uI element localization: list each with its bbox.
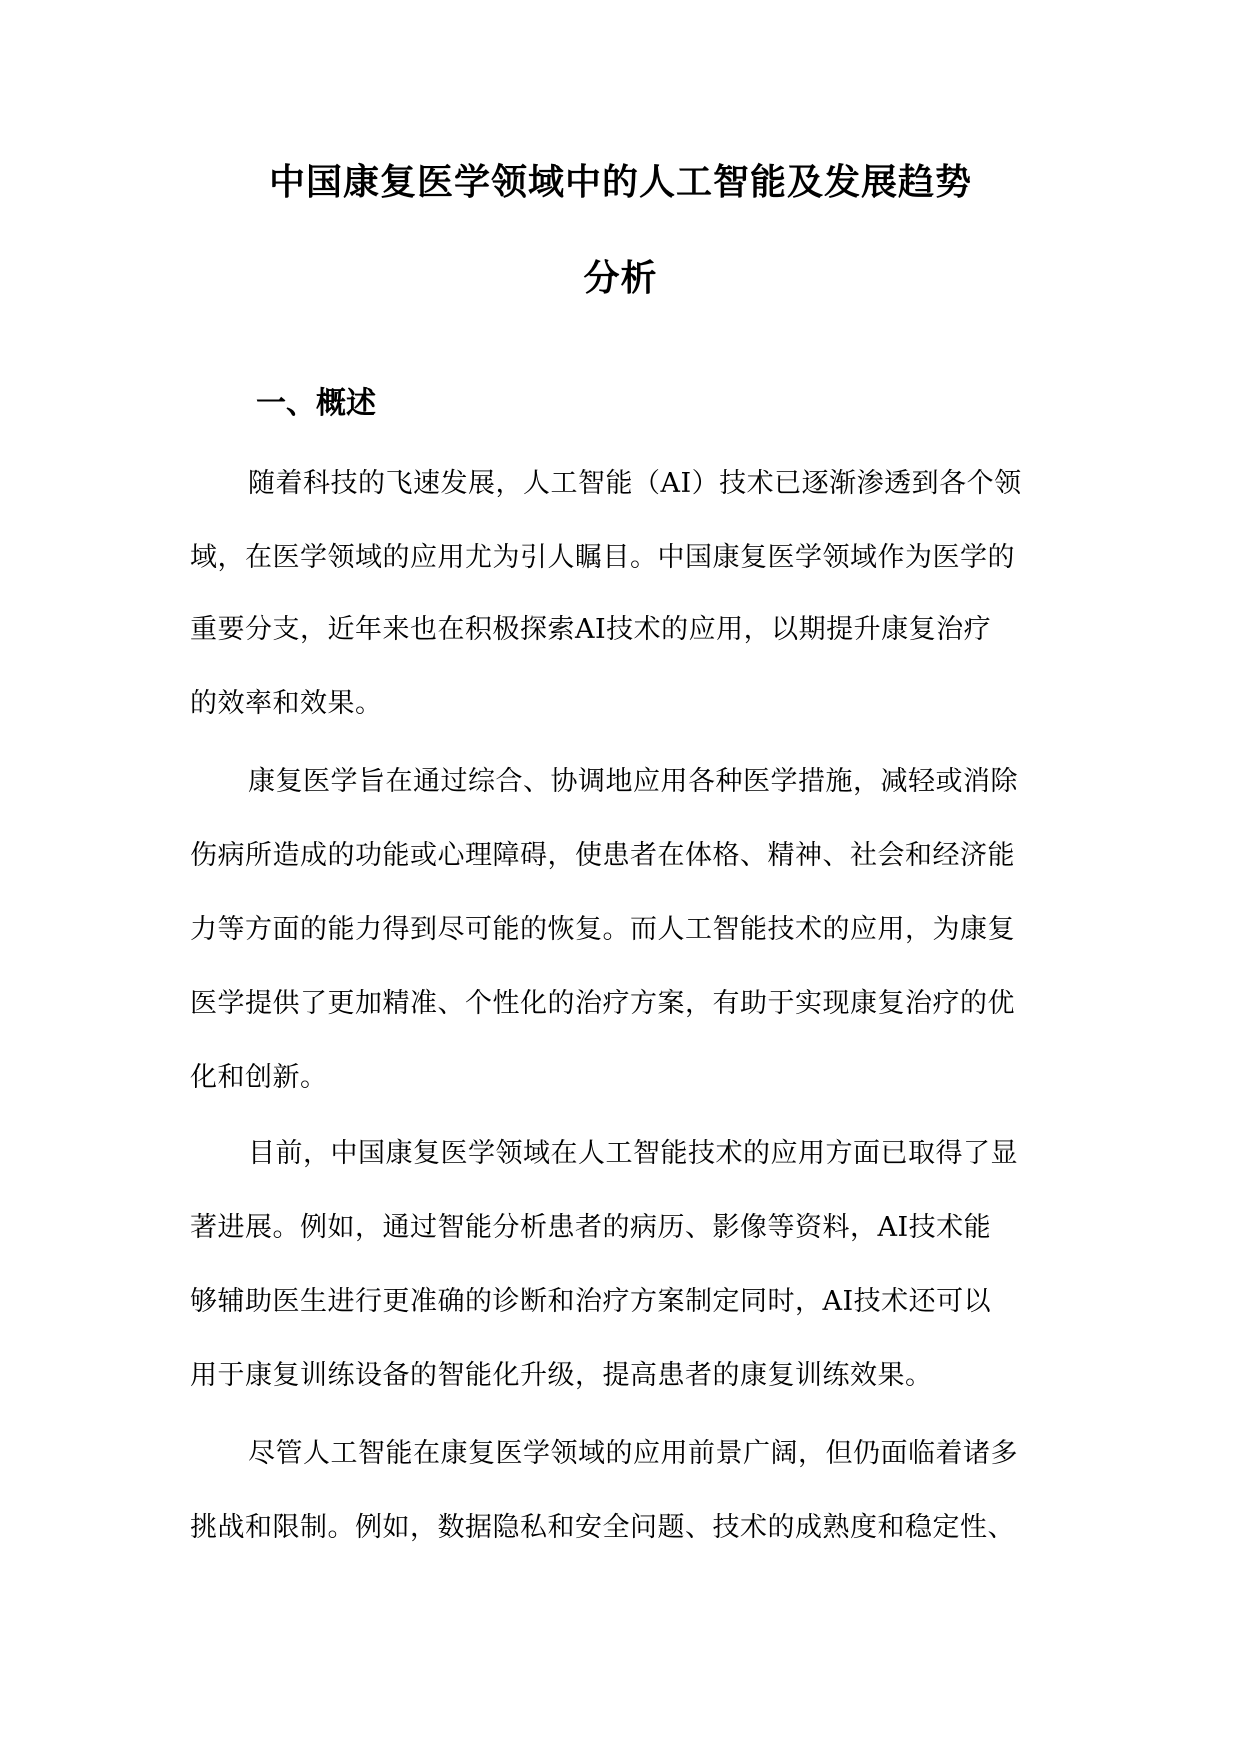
paragraph-3-line-4: 用于康复训练设备的智能化升级，提高患者的康复训练效果。 [190, 1360, 933, 1391]
paragraph-1-line-2: 域，在医学领域的应用尤为引人瞩目。中国康复医学领域作为医学的 [190, 542, 1015, 573]
paragraph-1-line-3: 重要分支，近年来也在积极探索AI技术的应用，以期提升康复治疗 [190, 614, 992, 645]
paragraph-3-line-2: 著进展。例如，通过智能分析患者的病历、影像等资料，AI技术能 [190, 1212, 992, 1243]
paragraph-2-line-1: 康复医学旨在通过综合、协调地应用各种医学措施，减轻或消除 [248, 766, 1018, 797]
paragraph-3-line-3: 够辅助医生进行更准确的诊断和治疗方案制定同时，AI技术还可以 [190, 1286, 992, 1317]
document-title-line-1: 中国康复医学领域中的人工智能及发展趋势 [268, 162, 972, 203]
paragraph-1-line-4: 的效率和效果。 [190, 688, 383, 719]
paragraph-1-line-1: 随着科技的飞速发展，人工智能（AI）技术已逐渐渗透到各个领 [248, 468, 1022, 499]
document-title-line-2: 分析 [583, 258, 658, 299]
paragraph-3-line-1: 目前，中国康复医学领域在人工智能技术的应用方面已取得了显 [248, 1138, 1018, 1169]
paragraph-2-line-5: 化和创新。 [190, 1062, 328, 1093]
paragraph-2-line-2: 伤病所造成的功能或心理障碍，使患者在体格、精神、社会和经济能 [190, 840, 1015, 871]
paragraph-2-line-4: 医学提供了更加精准、个性化的治疗方案，有助于实现康复治疗的优 [190, 988, 1015, 1019]
paragraph-2-line-3: 力等方面的能力得到尽可能的恢复。而人工智能技术的应用，为康复 [190, 914, 1015, 945]
paragraph-4-line-1: 尽管人工智能在康复医学领域的应用前景广阔，但仍面临着诸多 [248, 1438, 1018, 1469]
section-heading: 一、概述 [256, 386, 376, 421]
paragraph-4-line-2: 挑战和限制。例如，数据隐私和安全问题、技术的成熟度和稳定性、 [190, 1512, 1015, 1543]
